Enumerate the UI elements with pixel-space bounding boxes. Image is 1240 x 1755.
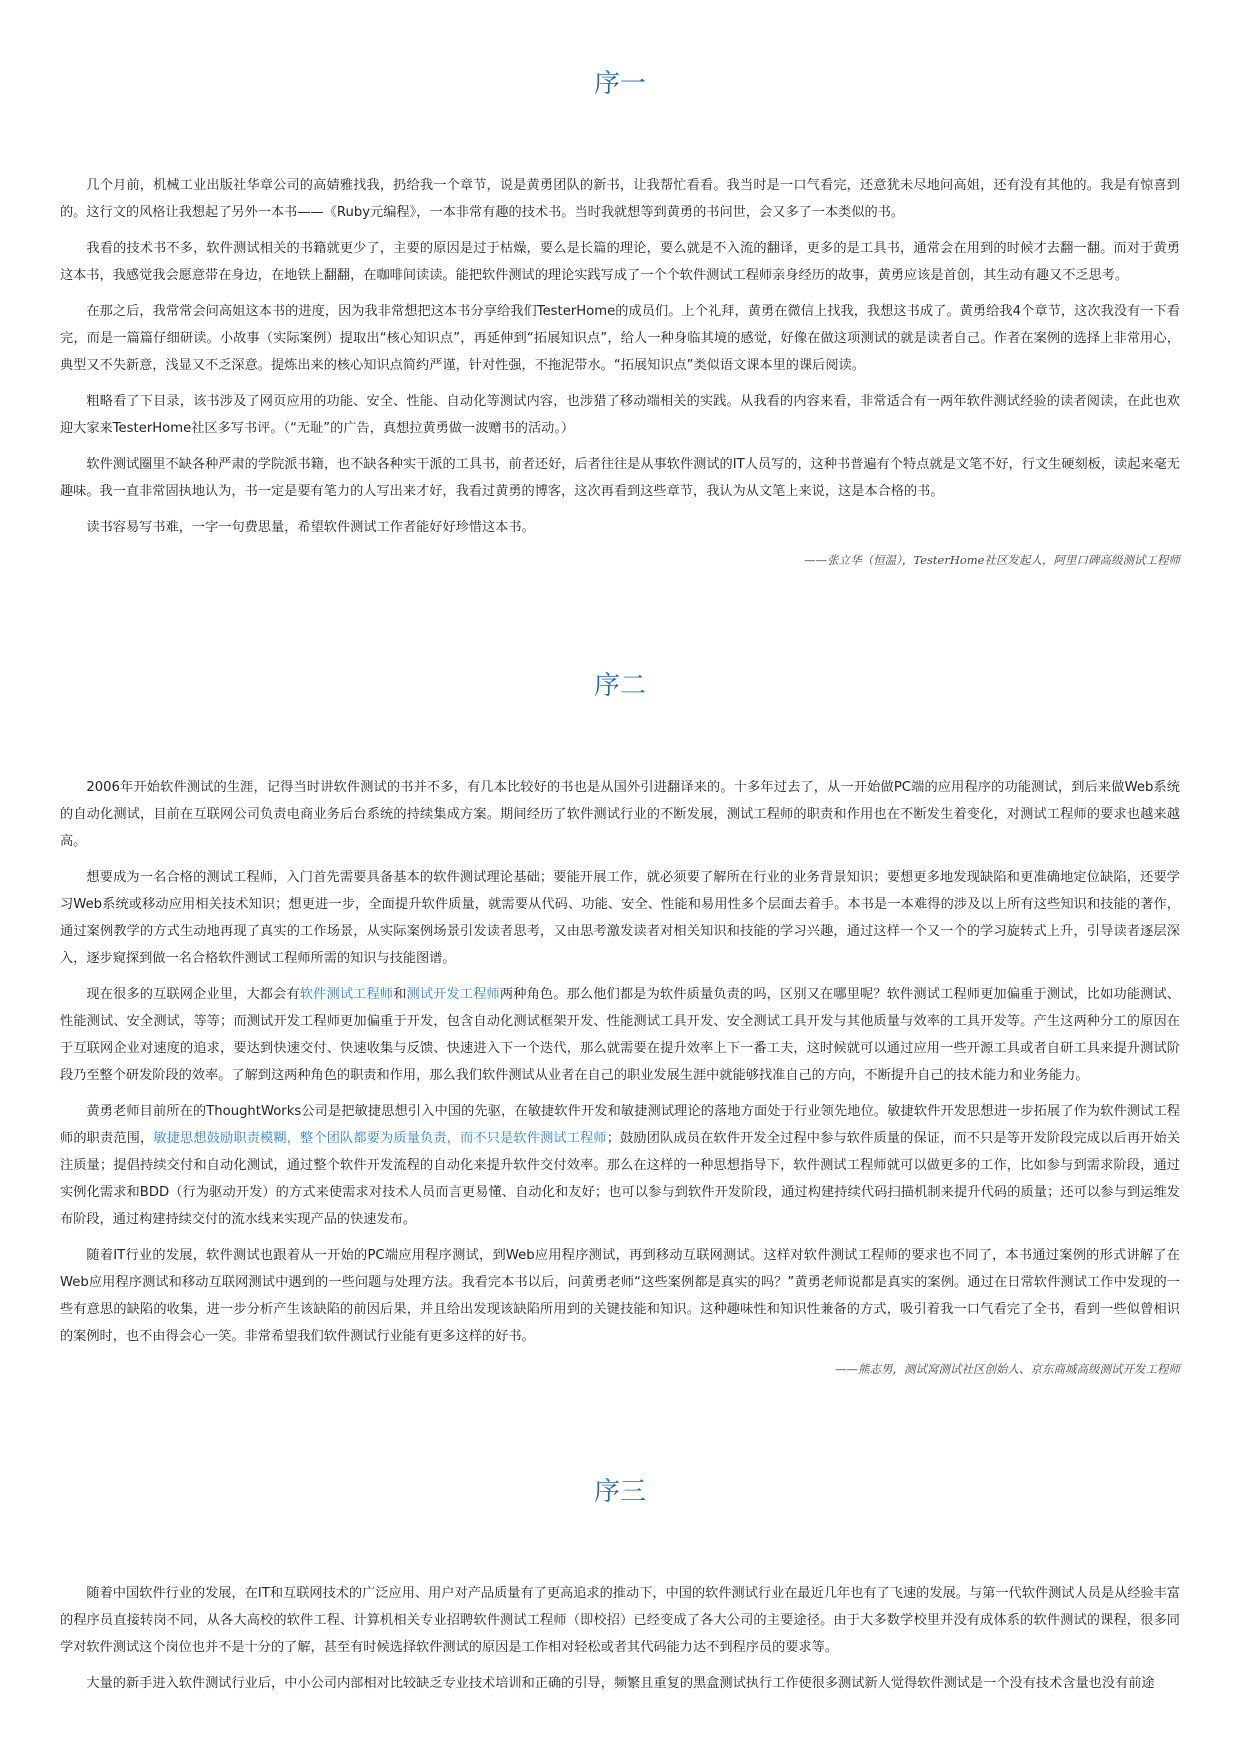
paragraph: 软件测试圈里不缺各种严肃的学院派书籍，也不缺各种实干派的工具书，前者还好，后者往往是从事软件测试的IT人员写的，这种书普遍有个特点就是文笔不好，行文生硬刻板，读起来毫无趣味。我一直非常固执地认为，书一定是要有笔力的人写出来才好，我看过黄勇的博客，这次再看到这些章节，我认为从文笔上来说，这是本合格的书。	[60, 457, 1180, 499]
text-run: 两种角色。那么他们都是为软件质量负责的吗，区别又在哪里呢？软件测试工程师更加偏重于测试，比如功能测试、性能测试、安全测试，等等；而测试开发工程师更加偏重于开发，包含自动化测试框架开发、性能测试工具开发、安全测试工具开发与其他质量与效率的工具开发等。产生这两种分工的原因在于互联网企业对速度的追求，要达到快速交付、快速收集与反馈、快速进入下一个迭代，那么就需要在提升效率上下一番工夫，这时候就可以通过应用一些开源工具或者自研工具来提升测试阶段乃至整个研发阶段的效率。了解到这两种角色的职责和作用，那么我们软件测试从业者在自己的职业发展生涯中就能够找准自己的方向，不断提升自己的技术能力和业务能力。	[60, 987, 1181, 1083]
paragraph: 大量的新手进入软件测试行业后，中小公司内部相对比较缺乏专业技术培训和正确的引导，频繁且重复的黑盒测试执行工作使很多测试新人觉得软件测试是一个没有技术含量也没有前途	[86, 1676, 1155, 1691]
paragraph: 想要成为一名合格的测试工程师，入门首先需要具备基本的软件测试理论基础；要能开展工作，就必须要了解所在行业的业务背景知识；要想更多地发现缺陷和更准确地定位缺陷，还要学习Web系统或移动应用相关技术知识；想更进一步，全面提升软件质量，就需要从代码、功能、安全、性能和易用性多个层面去着手。本书是一本难得的涉及以上所有这些知识和技能的著作，通过案例教学的方式生动地再现了真实的工作场景，从实际案例场景引发读者思考，又由思考激发读者对相关知识和技能的学习兴趣，通过这样一个又一个的学习旋转式上升，引导读者逐层深入，逐步窥探到做一名合格软件测试工程师所需的知识与技能图谱。	[60, 870, 1180, 966]
text-run: 现在很多的互联网企业里，大都会有	[86, 987, 300, 1002]
paragraph: 随着中国软件行业的发展，在IT和互联网技术的广泛应用、用户对产品质量有了更高追求的推动下，中国的软件测试行业在最近几年也有了飞速的发展。与第一代软件测试人员是从经验丰富的程序员直接转岗不同，从各大高校的软件工程、计算机相关专业招聘软件测试工程师（即校招）已经变成了各大公司的主要途径。由于大多数学校里并没有成体系的软件测试的课程，很多同学对软件测试这个岗位也并不是十分的了解，甚至有时候选择软件测试的原因是工作相对轻松或者其代码能力达不到程序员的要求等。	[60, 1586, 1180, 1655]
paragraph: 读书容易写书难，一字一句费思量，希望软件测试工作者能好好珍惜这本书。	[86, 520, 535, 535]
signature: ——张立华（恒温），TesterHome社区发起人，阿里口碑高级测试工程师	[804, 553, 1180, 567]
section-title: 序一	[593, 69, 646, 99]
highlight-text: 测试开发工程师	[406, 987, 500, 1002]
paragraph: 粗略看了下目录，该书涉及了网页应用的功能、安全、性能、自动化等测试内容，也涉猎了移动端相关的实践。从我看的内容来看，非常适合有一两年软件测试经验的读者阅读，在此也欢迎大家来TesterHome社区多写书评。（“无耻”的广告，真想拉黄勇做一波赠书的活动。）	[60, 394, 1180, 436]
paragraph	[60, 1098, 1180, 1233]
paragraph: 几个月前，机械工业出版社华章公司的高婧雅找我，扔给我一个章节，说是黄勇团队的新书，让我帮忙看看。我当时是一口气看完，还意犹未尽地问高姐，还有没有其他的。我是有惊喜到的。这行文的风格让我想起了另外一本书——《Ruby元编程》，一本非常有趣的技术书。当时我就想等到黄勇的书问世，会又多了一本类似的书。	[60, 178, 1180, 220]
paragraph: 在那之后，我常常会问高姐这本书的进度，因为我非常想把这本书分享给我们TesterHome的成员们。上个礼拜，黄勇在微信上找我，我想这书成了。黄勇给我4个章节，这次我没有一下看完，而是一篇篇仔细研读。小故事（实际案例）提取出“核心知识点”，再延伸到“拓展知识点”，给人一种身临其境的感觉，好像在做这项测试的就是读者自己。作者在案例的选择上非常用心，典型又不失新意，浅显又不乏深意。提炼出来的核心知识点简约严谨，针对性强，不拖泥带水。“拓展知识点”类似语文课本里的课后阅读。	[60, 304, 1180, 373]
preface-one	[60, 66, 1180, 570]
section-title: 序三	[593, 1477, 646, 1507]
text-run: ；鼓励团队成员在软件开发全过程中参与软件质量的保证，而不只是等开发阶段完成以后再开始关注质量；提倡持续交付和自动化测试，通过整个软件开发流程的自动化来提升软件交付效率。那么在这样的一种思想指导下，软件测试工程师就可以做更多的工作，比如参与到需求阶段，通过实例化需求和BDD（行为驱动开发）的方式来使需求对技术人员而言更易懂、自动化和友好；也可以参与到软件开发阶段，通过构建持续代码扫描机制来提升代码的质量；还可以参与到运维发布阶段，通过构建持续交付的流水线来实现产品的快速发布。	[60, 1131, 1181, 1227]
preface-two	[60, 668, 1180, 1379]
paragraph	[60, 981, 1180, 1089]
paragraph: 2006年开始软件测试的生涯，记得当时讲软件测试的书并不多，有几本比较好的书也是从国外引进翻译来的。十多年过去了，从一开始做PC端的应用程序的功能测试，到后来做Web系统的自动化测试，目前在互联网公司负责电商业务后台系统的持续集成方案。期间经历了软件测试行业的不断发展，测试工程师的职责和作用也在不断发生着变化，对测试工程师的要求也越来越高。	[60, 780, 1180, 849]
text-run: 黄勇老师目前所在的ThoughtWorks公司是把敏捷思想引入中国的先驱，在敏捷软件开发和敏捷测试理论的落地方面处于行业领先地位。敏捷软件开发思想进一步拓展了作为软件测试工程师的职责范围，	[60, 1104, 1180, 1146]
paragraph: 我看的技术书不多，软件测试相关的书籍就更少了，主要的原因是过于枯燥，要么是长篇的理论，要么就是不入流的翻译，更多的是工具书，通常会在用到的时候才去翻一翻。而对于黄勇这本书，我感觉我会愿意带在身边，在地铁上翻翻，在咖啡间读读。能把软件测试的理论实践写成了一个个软件测试工程师亲身经历的故事，黄勇应该是首创，其生动有趣又不乏思考。	[60, 241, 1180, 283]
highlight-text: 软件测试工程师	[299, 987, 394, 1002]
signature: ——熊志男，测试窝测试社区创始人、京东商城高级测试开发工程师	[835, 1362, 1180, 1376]
highlight-text: 敏捷思想鼓励职责模糊，整个团队都要为质量负责，而不只是软件测试工程师	[153, 1131, 607, 1146]
paragraph: 随着IT行业的发展，软件测试也跟着从一开始的PC端应用程序测试，到Web应用程序测试，再到移动互联网测试。这样对软件测试工程师的要求也不同了，本书通过案例的形式讲解了在Web应用程序测试和移动互联网测试中遇到的一些问题与处理方法。我看完本书以后，问黄勇老师“这些案例都是真实的吗？”黄勇老师说都是真实的案例。通过在日常软件测试工作中发现的一些有意思的缺陷的收集，进一步分析产生该缺陷的前因后果，并且给出发现该缺陷所用到的关键技能和知识。这种趣味性和知识性兼备的方式，吸引着我一口气看完了全书，看到一些似曾相识的案例时，也不由得会心一笑。非常希望我们软件测试行业能有更多这样的好书。	[60, 1248, 1180, 1344]
preface-three	[60, 1474, 1180, 1706]
text-run: 和	[393, 987, 407, 1002]
section-title: 序二	[593, 671, 646, 701]
